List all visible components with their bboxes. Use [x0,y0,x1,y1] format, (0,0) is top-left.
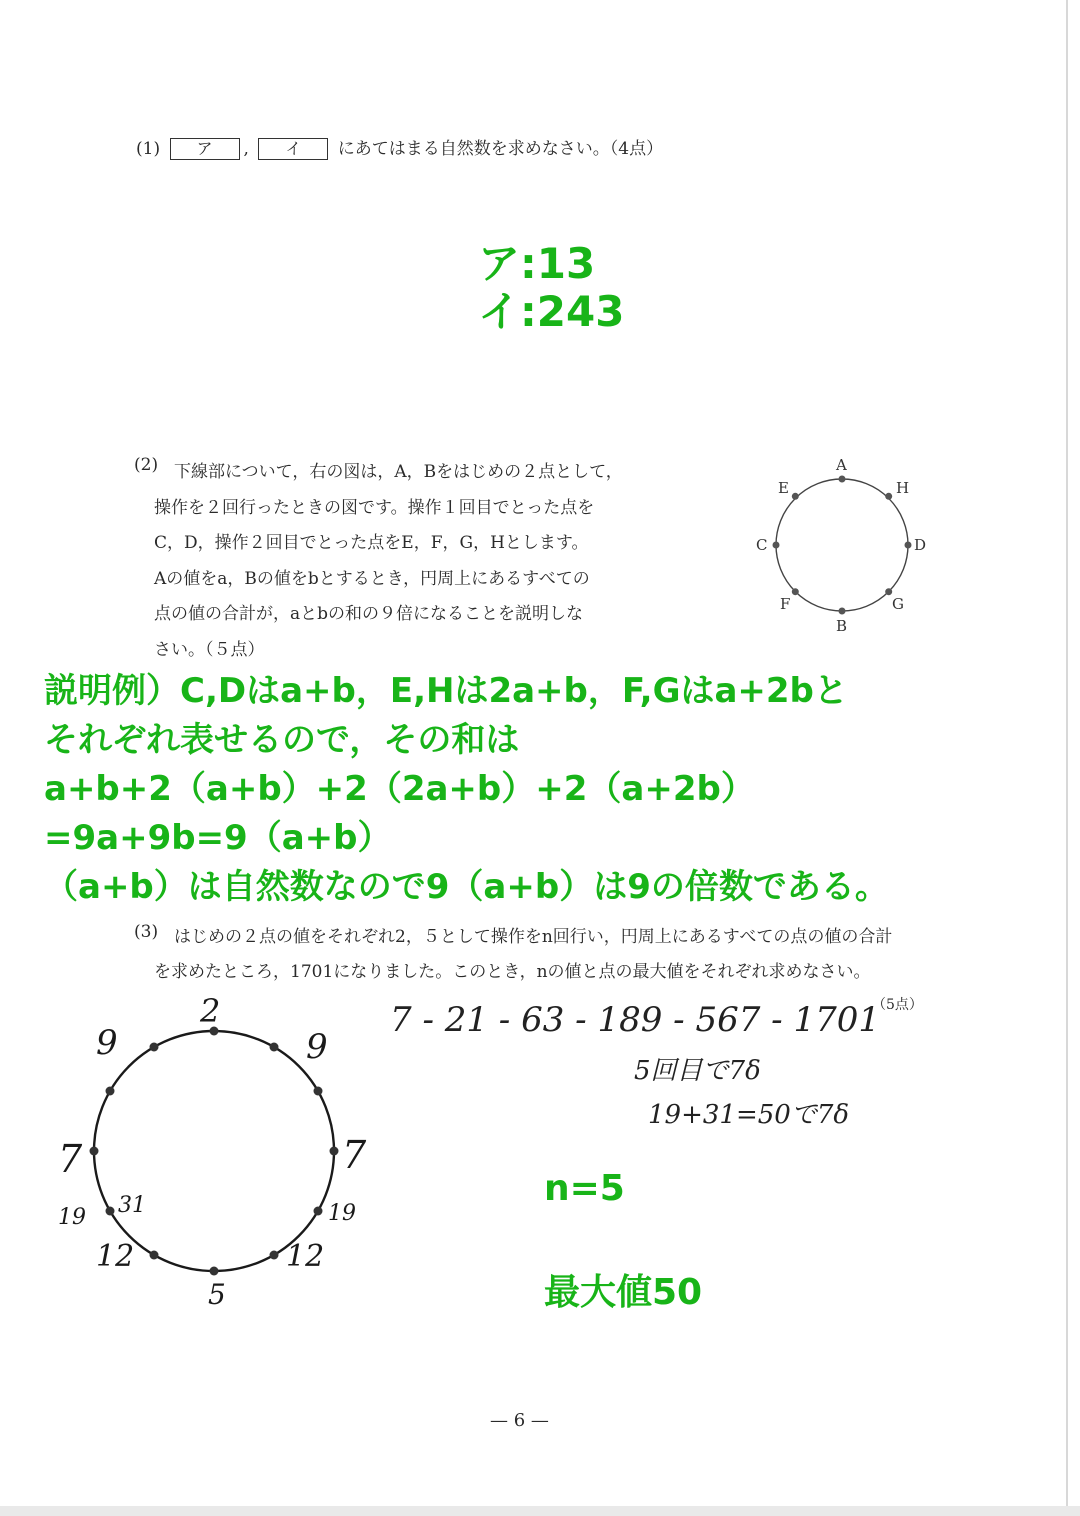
hand-label-top-right: 9 [306,1027,328,1067]
answer2-line: =9a+9b=9（a+b） [44,818,392,858]
q2-line: さい。（５点） [154,639,265,660]
hand-dot [314,1207,323,1216]
q2-circle-diagram [740,450,950,640]
hand-label-bottom-right: 12 [286,1239,325,1274]
hand-label-left: 7 [58,1137,83,1181]
hand-sequence: 7 - 21 - 63 - 189 - 567 - 1701 [390,1000,880,1040]
q3-line1: はじめの２点の値をそれぞれ2，５として操作をn回行い，円周上にあるすべての点の値の合計 [174,927,893,947]
answer1 [478,240,624,336]
q2-line: 操作を２回行ったときの図です。操作１回目でとった点を [154,497,595,518]
hand-label-top-left: 9 [96,1023,118,1063]
q2-line: Aの値をa，Bの値をbとするとき，円周上にあるすべての [154,568,590,589]
q2-line: C，D，操作２回目でとった点をE，F，G，Hとします。 [154,533,589,553]
hand-label-right: 7 [342,1133,367,1177]
label-d: D [914,536,927,554]
hand-label-top: 2 [200,992,221,1030]
answer-box-i: イ [258,138,328,160]
answer3-max: 最大値50 [544,1272,703,1313]
answer1-line1: ア:13 [478,239,596,288]
q2-body [154,455,623,668]
answer2-line: 説明例）C,Dはa+b，E,Hは2a+b，F,Gはa+2bと [44,671,848,711]
label-e: E [778,479,789,497]
hand-dot [106,1087,115,1096]
q3-number: (3) [134,922,159,942]
hand-dot [270,1043,279,1052]
hand-label-lower-left-b: 31 [118,1193,146,1218]
label-f: F [780,595,791,613]
q2-line: 点の値の合計が，aとbの和の９倍になることを説明しな [154,604,584,624]
hand-dot [314,1087,323,1096]
answer2-line: （a+b）は自然数なので9（a+b）は9の倍数である。 [44,867,889,907]
hand-dot [210,1267,219,1276]
hand-dot [330,1147,339,1156]
answer2-line: それぞれ表せるので，その和は [44,720,520,760]
q1-text: にあてはまる自然数を求めなさい。（4点） [337,139,664,159]
point-h [885,493,892,500]
q2-number: (2) [134,455,159,475]
scan-bottom-band [0,1506,1080,1516]
hand-dot [270,1251,279,1260]
hand-label-lower-left-a: 19 [58,1205,86,1230]
point-b [839,608,846,615]
q3-points: （5点） [872,997,923,1013]
hand-note1: 5回目で7δ [634,1056,761,1086]
answer1-line2: イ:243 [478,287,625,336]
point-f [792,588,799,595]
point-c [773,542,780,549]
hand-dot [150,1043,159,1052]
point-a [839,476,846,483]
hand-circle [94,1031,334,1271]
hand-dot [150,1251,159,1260]
label-b: B [836,617,848,635]
page-number: — 6 — [490,1410,549,1431]
label-h: H [896,479,910,497]
answer2-line: a+b+2（a+b）+2（2a+b）+2（a+2b） [44,769,755,809]
label-g: G [892,595,904,613]
hand-dot [90,1147,99,1156]
label-c: C [756,536,768,554]
handwritten-circle [40,990,380,1320]
q1: (1) ア , イ にあてはまる自然数を求めなさい。（4点） [136,139,664,159]
point-d [905,542,912,549]
hand-label-bottom: 5 [208,1278,226,1311]
hand-dot [106,1207,115,1216]
answer2 [44,667,889,912]
q1-number: (1) [136,139,161,159]
q3-line2: を求めたところ，1701になりました。このとき，nの値と点の最大値をそれぞれ求めなさい。 [154,962,871,982]
point-e [792,493,799,500]
answer3-n: n=5 [544,1168,625,1209]
q2-line: 下線部について，右の図は，A，Bをはじめの２点として， [174,462,623,482]
hand-label-bottom-left: 12 [96,1239,135,1274]
answer-box-a: ア [170,138,240,160]
scan-edge [1066,0,1068,1516]
label-a: A [836,456,847,474]
hand-note2: 19+31=50で7δ [648,1100,850,1130]
hand-label-lower-right: 19 [328,1201,356,1226]
